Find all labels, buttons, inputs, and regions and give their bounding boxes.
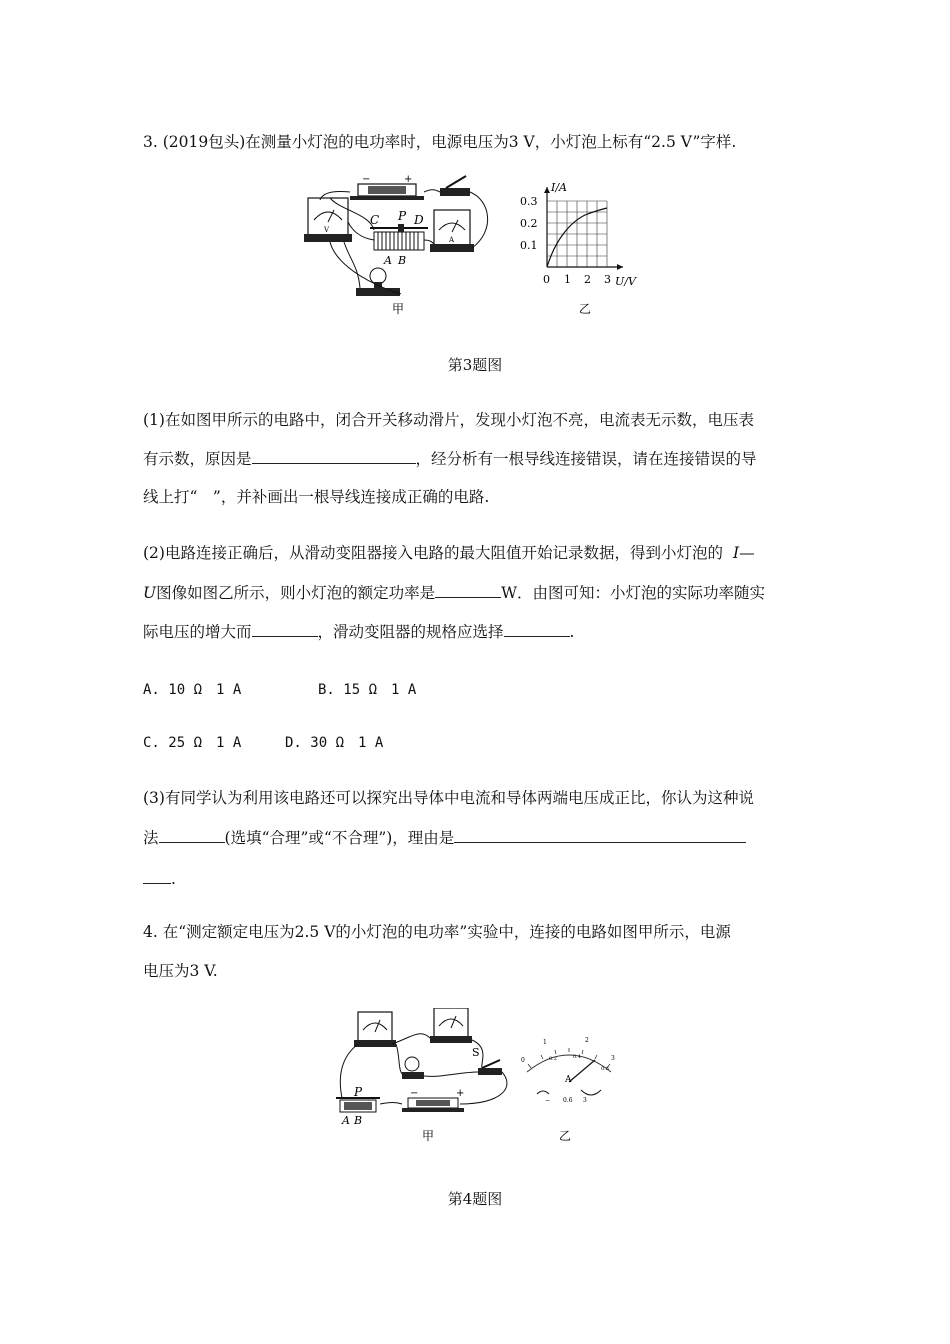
label-a: A	[384, 254, 392, 267]
dial-unit-label: A	[565, 1075, 572, 1085]
q4-label-p: P	[354, 1085, 363, 1099]
label-d: D	[414, 213, 424, 227]
option-c: C. 25 Ω 1 A	[143, 735, 242, 751]
dial-label: 2	[585, 1037, 589, 1044]
option-a: A. 10 Ω 1 A	[143, 682, 242, 698]
q3-p3-line1: (3)有同学认为利用该电路还可以探究出导体中电流和导体两端电压成正比，你认为这种说	[143, 789, 754, 807]
label-c: C	[370, 213, 380, 227]
graph-x-tick: 2	[584, 273, 591, 286]
answer-blank[interactable]	[159, 827, 225, 843]
q3-p1-line2: 有示数，原因是 ，经分析有一根导线连接错误，请在连接错误的导	[143, 450, 757, 468]
label-b: B	[398, 254, 407, 267]
q3-p2-line2: U图像如图乙所示，则小灯泡的额定功率是 W．由图可知：小灯泡的实际功率随实	[143, 584, 766, 602]
q3-iu-graph	[515, 175, 655, 320]
dial-terminal-label: 3	[583, 1097, 587, 1104]
graph-x-tick: 1	[564, 273, 571, 286]
graph-y-tick: 0.3	[520, 195, 538, 208]
answer-blank[interactable]	[435, 582, 501, 598]
dial-terminal-label: −	[545, 1097, 551, 1104]
switch-label: S	[472, 1046, 480, 1059]
q4-ammeter-dial	[515, 1030, 625, 1145]
graph-y-tick: 0.1	[520, 239, 538, 252]
q3-p1-line3: 线上打“ ”，并补画出一根导线连接成正确的电路.	[143, 488, 490, 506]
dial-label: 3	[611, 1055, 615, 1062]
option-d: D. 30 Ω 1 A	[285, 735, 384, 751]
graph-x-label: U/V	[615, 275, 636, 288]
q3-p2-line3: 际电压的增大而 ，滑动变阻器的规格应选择 .	[143, 623, 575, 641]
graph-x-tick: 0	[543, 273, 550, 286]
dial-label: 1	[543, 1039, 547, 1046]
svg-text:−: −	[362, 174, 371, 185]
dial-label: 0.4	[573, 1054, 581, 1060]
dial-label: 0.6	[601, 1066, 609, 1072]
q4-stem-line2: 电压为3 V.	[143, 962, 218, 980]
q4-label-a: A	[342, 1114, 350, 1127]
option-b: B. 15 Ω 1 A	[318, 682, 417, 698]
q4-circuit-figure	[330, 1008, 520, 1148]
q4-meter-caption: 乙	[559, 1129, 572, 1143]
dial-label: 0	[521, 1057, 525, 1064]
q4-circuit-caption: 甲	[422, 1129, 435, 1143]
q4-figure-caption: 第4题图	[447, 1190, 503, 1208]
q3-stem: 3. (2019包头)在测量小灯泡的电功率时，电源电压为3 V，小灯泡上标有“2.5 V”字样.	[143, 133, 737, 151]
graph-x-tick: 3	[604, 273, 611, 286]
q3-p1-line1: (1)在如图甲所示的电路中，闭合开关移动滑片，发现小灯泡不亮，电流表无示数，电压表	[143, 411, 754, 429]
q3-graph-caption: 乙	[579, 302, 592, 316]
answer-blank[interactable]	[454, 827, 746, 843]
q4-stem-line1: 4. 在“测定额定电压为2.5 V的小灯泡的电功率”实验中，连接的电路如图甲所示，电源	[143, 923, 731, 941]
q4-label-b: B	[354, 1114, 363, 1127]
svg-text:+: +	[404, 174, 413, 185]
graph-y-label: I/A	[551, 181, 567, 194]
answer-blank[interactable]	[252, 448, 416, 464]
q3-p3-line2: 法 (选填“合理”或“不合理”)，理由是	[143, 827, 808, 848]
graph-y-tick: 0.2	[520, 217, 538, 230]
q3-figure-caption: 第3题图	[447, 356, 503, 374]
ammeter-label: A	[449, 236, 455, 244]
answer-blank[interactable]	[143, 868, 171, 884]
q3-circuit-figure	[300, 170, 510, 320]
label-p: P	[398, 209, 407, 223]
svg-text:−: −	[410, 1088, 419, 1099]
svg-text:+: +	[456, 1088, 465, 1099]
q3-p2-line1: (2)电路连接正确后，从滑动变阻器接入电路的最大阻值开始记录数据，得到小灯泡的 I—	[143, 544, 755, 562]
dial-label: 0.2	[549, 1056, 557, 1062]
q3-p3-line3: .	[143, 868, 808, 889]
answer-blank[interactable]	[252, 621, 318, 637]
q3-circuit-caption: 甲	[392, 302, 405, 316]
voltmeter-label: V	[324, 226, 330, 234]
answer-blank[interactable]	[504, 621, 570, 637]
dial-terminal-label: 0.6	[563, 1097, 573, 1104]
